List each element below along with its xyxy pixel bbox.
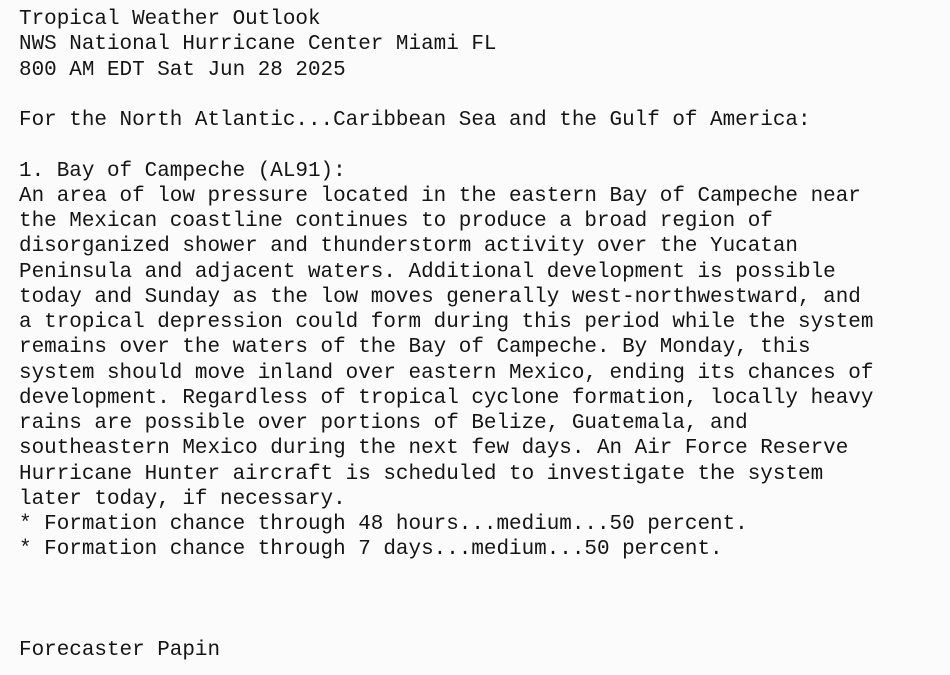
discussion-line: rains are possible over portions of Belize, Guatemala, and [19,412,748,435]
region-statement: For the North Atlantic...Caribbean Sea and the Gulf of America: [19,109,811,132]
blank-line [19,133,939,158]
discussion-line: a tropical depression could form during this period while the system [19,311,874,334]
discussion-line: An area of low pressure located in the eastern Bay of Campeche near [19,184,861,208]
outlook-document [19,7,939,664]
outlook-title: Tropical Weather Outlook [19,8,321,31]
blank-lines [19,563,939,639]
discussion-line: Hurricane Hunter aircraft is scheduled to investigate the system [19,462,824,486]
formation-chance-48h: * Formation chance through 48 hours...medium...50 percent. [19,513,748,536]
issuing-office: NWS National Hurricane Center Miami FL [19,33,497,57]
discussion-line: development. Regardless of tropical cyclone formation, locally heavy [19,386,874,410]
system-heading: 1. Bay of Campeche (AL91): [19,159,346,183]
blank-line [19,83,939,108]
discussion-line: Peninsula and adjacent waters. Additional development is possible [19,260,836,284]
discussion-line: disorganized shower and thunderstorm activity over the Yucatan [19,235,799,259]
discussion-line: today and Sunday as the low moves generally west-northwestward, and [19,285,861,309]
discussion-line: later today, if necessary. [19,487,346,511]
forecaster-signature: Forecaster Papin [19,639,221,663]
discussion-line: remains over the waters of the Bay of Campeche. By Monday, this [19,336,811,360]
discussion-line: the Mexican coastline continues to produce a broad region of [19,210,773,233]
formation-chance-7d: * Formation chance through 7 days...medium...50 percent. [19,538,723,562]
issue-time: 800 AM EDT Sat Jun 28 2025 [19,58,346,82]
system-discussion [19,184,939,512]
discussion-line: southeastern Mexico during the next few days. An Air Force Reserve [19,437,849,461]
discussion-line: system should move inland over eastern Mexico, ending its chances of [19,361,874,385]
